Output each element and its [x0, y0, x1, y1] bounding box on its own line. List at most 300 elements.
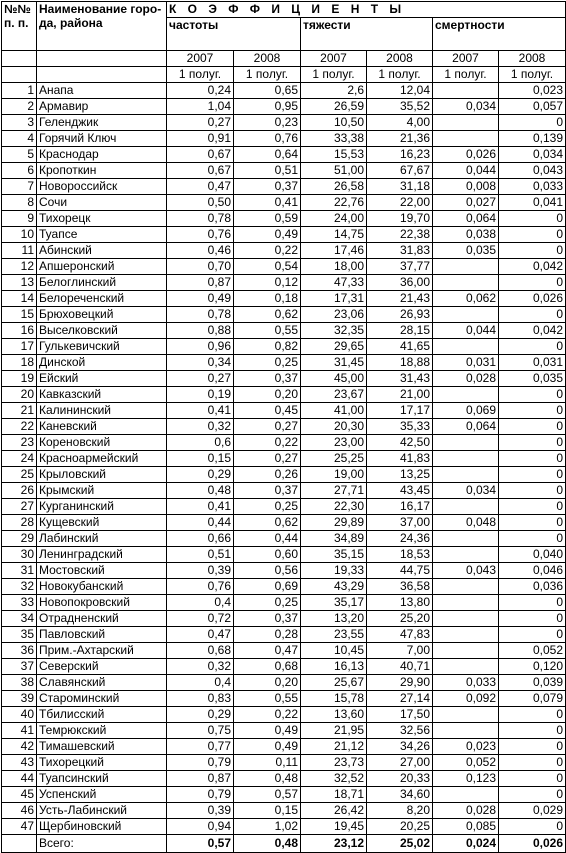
row-value: 0,76 — [167, 227, 234, 243]
row-number: 14 — [2, 291, 37, 307]
row-number: 38 — [2, 675, 37, 691]
row-value: 24,36 — [367, 531, 433, 547]
row-name: Мостовский — [37, 563, 167, 579]
header-name: Наименование горо-да, района — [37, 2, 167, 51]
row-value: 0,035 — [499, 371, 566, 387]
row-number: 46 — [2, 803, 37, 819]
row-value: 0,120 — [499, 659, 566, 675]
row-value: 0,20 — [234, 387, 301, 403]
row-number: 4 — [2, 131, 37, 147]
row-value: 0,67 — [167, 163, 234, 179]
row-value: 0,043 — [499, 163, 566, 179]
row-value: 0,28 — [234, 627, 301, 643]
row-name: Апшеронский — [37, 259, 167, 275]
table-row — [2, 435, 566, 451]
row-name: Славянский — [37, 675, 167, 691]
row-value: 32,52 — [301, 771, 367, 787]
row-value: 0,47 — [167, 179, 234, 195]
row-value: 0,79 — [167, 755, 234, 771]
row-value: 0,031 — [499, 355, 566, 371]
row-value: 0,034 — [499, 147, 566, 163]
row-value: 13,25 — [367, 467, 433, 483]
row-value: 21,36 — [367, 131, 433, 147]
row-value — [433, 83, 499, 99]
row-value: 0 — [499, 723, 566, 739]
header-half-year: 1 полуг. — [433, 67, 499, 83]
row-value: 0,044 — [433, 323, 499, 339]
row-number: 18 — [2, 355, 37, 371]
row-number: 10 — [2, 227, 37, 243]
row-value: 0,78 — [167, 307, 234, 323]
row-value: 27,71 — [301, 483, 367, 499]
row-value: 0,12 — [234, 275, 301, 291]
row-number: 5 — [2, 147, 37, 163]
row-number: 32 — [2, 579, 37, 595]
row-value: 0,37 — [234, 611, 301, 627]
header-half-year: 1 полуг. — [234, 67, 301, 83]
row-value: 0,22 — [234, 707, 301, 723]
row-value: 0,47 — [167, 627, 234, 643]
row-name: Успенский — [37, 787, 167, 803]
table-row — [2, 371, 566, 387]
row-number: 35 — [2, 627, 37, 643]
row-value: 44,75 — [367, 563, 433, 579]
table-row — [2, 515, 566, 531]
row-value: 0,028 — [433, 803, 499, 819]
row-value: 0,49 — [234, 739, 301, 755]
row-name: Кропоткин — [37, 163, 167, 179]
row-value: 23,55 — [301, 627, 367, 643]
row-value — [433, 435, 499, 451]
row-number: 34 — [2, 611, 37, 627]
table-row — [2, 595, 566, 611]
row-value: 33,38 — [301, 131, 367, 147]
row-value: 0,27 — [234, 419, 301, 435]
row-value: 0,76 — [167, 579, 234, 595]
row-value: 35,33 — [367, 419, 433, 435]
row-value: 0,27 — [167, 371, 234, 387]
row-value — [433, 579, 499, 595]
row-value: 0,028 — [433, 371, 499, 387]
row-number: 13 — [2, 275, 37, 291]
row-value: 0,72 — [167, 611, 234, 627]
row-value: 0,069 — [433, 403, 499, 419]
row-number: 25 — [2, 467, 37, 483]
row-value: 0,064 — [433, 419, 499, 435]
row-value: 0,29 — [167, 707, 234, 723]
row-value: 0,038 — [433, 227, 499, 243]
row-number: 21 — [2, 403, 37, 419]
row-value: 0,91 — [167, 131, 234, 147]
row-value: 17,50 — [367, 707, 433, 723]
row-number: 9 — [2, 211, 37, 227]
row-name: Ейский — [37, 371, 167, 387]
header-blank — [37, 51, 167, 67]
row-name: Староминский — [37, 691, 167, 707]
row-value: 41,65 — [367, 339, 433, 355]
row-value: 0,95 — [234, 99, 301, 115]
row-name: Северский — [37, 659, 167, 675]
row-value: 0,15 — [167, 451, 234, 467]
row-value: 0,56 — [234, 563, 301, 579]
row-value: 21,95 — [301, 723, 367, 739]
row-value: 25,25 — [301, 451, 367, 467]
row-value: 20,25 — [367, 819, 433, 835]
row-name: Тимашевский — [37, 739, 167, 755]
row-number: 43 — [2, 755, 37, 771]
row-value: 34,89 — [301, 531, 367, 547]
row-number: 42 — [2, 739, 37, 755]
table-row — [2, 723, 566, 739]
row-value — [433, 611, 499, 627]
row-value: 18,88 — [367, 355, 433, 371]
row-number: 7 — [2, 179, 37, 195]
table-row — [2, 307, 566, 323]
row-value: 23,73 — [301, 755, 367, 771]
table-body — [2, 83, 566, 835]
row-value: 0,41 — [167, 403, 234, 419]
row-name: Крыловский — [37, 467, 167, 483]
row-value: 0,041 — [499, 195, 566, 211]
row-value — [433, 643, 499, 659]
row-number: 16 — [2, 323, 37, 339]
row-name: Краснодар — [37, 147, 167, 163]
row-name: Каневский — [37, 419, 167, 435]
row-value: 0 — [499, 115, 566, 131]
row-value — [433, 259, 499, 275]
row-number: 37 — [2, 659, 37, 675]
row-value: 0,064 — [433, 211, 499, 227]
header-row-half — [2, 67, 566, 83]
row-number: 45 — [2, 787, 37, 803]
table-row — [2, 787, 566, 803]
row-value: 16,17 — [367, 499, 433, 515]
row-value: 0,6 — [167, 435, 234, 451]
header-year-2007: 2007 — [433, 51, 499, 67]
row-value: 0,20 — [234, 675, 301, 691]
row-value: 26,93 — [367, 307, 433, 323]
table-row — [2, 547, 566, 563]
row-value — [433, 275, 499, 291]
header-row-years — [2, 51, 566, 67]
row-value: 1,04 — [167, 99, 234, 115]
row-value: 0,18 — [234, 291, 301, 307]
row-value: 0,029 — [499, 803, 566, 819]
row-value: 0,66 — [167, 531, 234, 547]
table-row — [2, 195, 566, 211]
row-value: 0,044 — [433, 163, 499, 179]
row-value — [433, 307, 499, 323]
row-value: 43,45 — [367, 483, 433, 499]
row-name: Новороссийск — [37, 179, 167, 195]
row-value: 28,15 — [367, 323, 433, 339]
row-value: 0,44 — [167, 515, 234, 531]
row-value: 26,59 — [301, 99, 367, 115]
table-row — [2, 227, 566, 243]
row-value: 0 — [499, 483, 566, 499]
row-value: 0 — [499, 467, 566, 483]
table-row — [2, 147, 566, 163]
row-value: 29,65 — [301, 339, 367, 355]
row-value: 0,55 — [234, 323, 301, 339]
row-value — [433, 659, 499, 675]
total-value: 0,48 — [234, 835, 301, 853]
row-value: 13,20 — [301, 611, 367, 627]
row-value: 0 — [499, 531, 566, 547]
row-value: 47,83 — [367, 627, 433, 643]
row-name: Тихорецкий — [37, 755, 167, 771]
row-value: 0 — [499, 771, 566, 787]
row-value — [433, 467, 499, 483]
row-name: Геленджик — [37, 115, 167, 131]
row-value — [433, 451, 499, 467]
row-name: Туапсе — [37, 227, 167, 243]
row-value: 8,20 — [367, 803, 433, 819]
row-value: 22,00 — [367, 195, 433, 211]
row-value: 42,50 — [367, 435, 433, 451]
table-row — [2, 451, 566, 467]
row-value: 0,042 — [499, 259, 566, 275]
row-value: 22,30 — [301, 499, 367, 515]
row-name: Брюховецкий — [37, 307, 167, 323]
row-value: 0,59 — [234, 211, 301, 227]
header-year-2007: 2007 — [301, 51, 367, 67]
row-name: Усть-Лабинский — [37, 803, 167, 819]
row-value: 0,048 — [433, 515, 499, 531]
row-value: 19,70 — [367, 211, 433, 227]
row-value: 0,035 — [433, 243, 499, 259]
header-mortality: смертности — [433, 18, 566, 51]
row-value: 0,96 — [167, 339, 234, 355]
table-row — [2, 275, 566, 291]
row-number: 33 — [2, 595, 37, 611]
row-name: Кавказский — [37, 387, 167, 403]
row-value: 0,092 — [433, 691, 499, 707]
row-value: 0,052 — [499, 643, 566, 659]
row-value: 14,75 — [301, 227, 367, 243]
table-row — [2, 563, 566, 579]
row-value: 0,77 — [167, 739, 234, 755]
row-value: 0,039 — [499, 675, 566, 691]
row-value: 31,18 — [367, 179, 433, 195]
row-name: Выселковский — [37, 323, 167, 339]
row-value: 19,00 — [301, 467, 367, 483]
row-value: 0 — [499, 627, 566, 643]
row-value — [433, 387, 499, 403]
total-value: 23,12 — [301, 835, 367, 853]
row-value: 41,00 — [301, 403, 367, 419]
table-row — [2, 163, 566, 179]
row-value: 0,033 — [499, 179, 566, 195]
header-coefficients: К О Э Ф Ф И Ц И Е Н Т Ы — [167, 2, 566, 18]
row-value: 21,43 — [367, 291, 433, 307]
row-value: 0,68 — [167, 643, 234, 659]
row-value: 43,29 — [301, 579, 367, 595]
row-value — [433, 707, 499, 723]
table-row — [2, 403, 566, 419]
row-value: 36,00 — [367, 275, 433, 291]
row-value: 26,58 — [301, 179, 367, 195]
row-value: 0,057 — [499, 99, 566, 115]
row-value: 18,00 — [301, 259, 367, 275]
row-value: 0,34 — [167, 355, 234, 371]
table-row — [2, 531, 566, 547]
row-value: 0,78 — [167, 211, 234, 227]
row-value: 25,67 — [301, 675, 367, 691]
row-name: Гулькевичский — [37, 339, 167, 355]
row-value: 0 — [499, 339, 566, 355]
row-value: 0 — [499, 595, 566, 611]
row-value: 36,58 — [367, 579, 433, 595]
table-row — [2, 819, 566, 835]
row-value: 0,11 — [234, 755, 301, 771]
row-value — [433, 131, 499, 147]
row-value: 0 — [499, 307, 566, 323]
row-value — [433, 339, 499, 355]
row-value: 0,87 — [167, 275, 234, 291]
row-name: Новокубанский — [37, 579, 167, 595]
row-value: 0,023 — [433, 739, 499, 755]
row-value: 23,67 — [301, 387, 367, 403]
row-value: 19,45 — [301, 819, 367, 835]
total-value: 0,57 — [167, 835, 234, 853]
row-value: 0 — [499, 787, 566, 803]
row-value: 0,27 — [234, 451, 301, 467]
table-row — [2, 99, 566, 115]
row-value: 0,23 — [234, 115, 301, 131]
table-row — [2, 739, 566, 755]
row-value: 0 — [499, 227, 566, 243]
row-value: 0,123 — [433, 771, 499, 787]
coefficients-table-container — [1, 1, 566, 853]
row-number: 8 — [2, 195, 37, 211]
row-value: 0,046 — [499, 563, 566, 579]
row-number: 23 — [2, 435, 37, 451]
row-value: 0,32 — [167, 419, 234, 435]
row-name: Сочи — [37, 195, 167, 211]
row-value: 0,040 — [499, 547, 566, 563]
row-value: 1,02 — [234, 819, 301, 835]
table-row — [2, 643, 566, 659]
row-value: 0 — [499, 819, 566, 835]
row-value: 20,30 — [301, 419, 367, 435]
row-value: 0,008 — [433, 179, 499, 195]
row-value: 0,026 — [433, 147, 499, 163]
header-blank — [2, 51, 37, 67]
row-value: 10,45 — [301, 643, 367, 659]
row-value: 27,00 — [367, 755, 433, 771]
row-value: 0,26 — [234, 467, 301, 483]
row-number: 17 — [2, 339, 37, 355]
total-value: 0,024 — [433, 835, 499, 853]
row-value: 0,026 — [499, 291, 566, 307]
row-number: 22 — [2, 419, 37, 435]
row-number: 1 — [2, 83, 37, 99]
row-value: 32,35 — [301, 323, 367, 339]
row-value: 47,33 — [301, 275, 367, 291]
header-year-2008: 2008 — [367, 51, 433, 67]
row-value: 0,29 — [167, 467, 234, 483]
row-value: 0,036 — [499, 579, 566, 595]
table-row — [2, 131, 566, 147]
table-row — [2, 387, 566, 403]
row-number: 19 — [2, 371, 37, 387]
row-number: 31 — [2, 563, 37, 579]
row-number: 41 — [2, 723, 37, 739]
row-number: 20 — [2, 387, 37, 403]
row-value: 32,56 — [367, 723, 433, 739]
row-value: 17,46 — [301, 243, 367, 259]
row-name: Тихорецк — [37, 211, 167, 227]
row-value: 22,38 — [367, 227, 433, 243]
table-row — [2, 771, 566, 787]
row-value: 37,77 — [367, 259, 433, 275]
row-value: 0,41 — [167, 499, 234, 515]
row-value: 0,70 — [167, 259, 234, 275]
row-value: 51,00 — [301, 163, 367, 179]
table-row — [2, 83, 566, 99]
header-half-year: 1 полуг. — [367, 67, 433, 83]
header-year-2007: 2007 — [167, 51, 234, 67]
row-value: 35,17 — [301, 595, 367, 611]
row-value: 0,65 — [234, 83, 301, 99]
row-value — [433, 787, 499, 803]
row-value: 24,00 — [301, 211, 367, 227]
row-value: 34,26 — [367, 739, 433, 755]
row-value: 0 — [499, 499, 566, 515]
row-value: 4,00 — [367, 115, 433, 131]
coefficients-table — [1, 1, 566, 853]
row-number: 11 — [2, 243, 37, 259]
row-value: 17,31 — [301, 291, 367, 307]
total-label: Всего: — [37, 835, 167, 853]
row-value: 67,67 — [367, 163, 433, 179]
row-value: 17,17 — [367, 403, 433, 419]
table-row — [2, 291, 566, 307]
row-value: 18,53 — [367, 547, 433, 563]
row-value: 0,4 — [167, 595, 234, 611]
header-number: №№ п. п. — [2, 2, 37, 51]
row-value: 41,83 — [367, 451, 433, 467]
row-value: 0,15 — [234, 803, 301, 819]
row-name: Щербиновский — [37, 819, 167, 835]
row-name: Крымский — [37, 483, 167, 499]
header-half-year: 1 полуг. — [167, 67, 234, 83]
row-value: 0,25 — [234, 595, 301, 611]
row-value: 0,82 — [234, 339, 301, 355]
table-row — [2, 675, 566, 691]
table-row — [2, 339, 566, 355]
table-row — [2, 579, 566, 595]
row-value: 0,46 — [167, 243, 234, 259]
header-year-2008: 2008 — [234, 51, 301, 67]
row-value: 0,37 — [234, 179, 301, 195]
table-row — [2, 179, 566, 195]
row-name: Анапа — [37, 83, 167, 99]
row-value: 29,90 — [367, 675, 433, 691]
row-value: 0,023 — [499, 83, 566, 99]
row-value — [433, 627, 499, 643]
row-value: 0,67 — [167, 147, 234, 163]
row-value: 0,55 — [234, 691, 301, 707]
row-value: 35,52 — [367, 99, 433, 115]
row-value: 0,51 — [167, 547, 234, 563]
row-value: 25,20 — [367, 611, 433, 627]
row-value: 0,37 — [234, 371, 301, 387]
row-value: 0,51 — [234, 163, 301, 179]
row-number: 39 — [2, 691, 37, 707]
row-name: Кущевский — [37, 515, 167, 531]
